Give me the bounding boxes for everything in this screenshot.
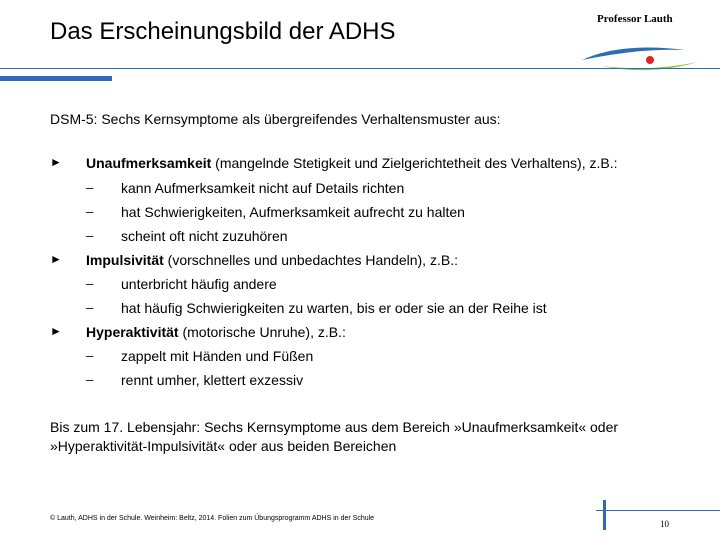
symptom-item <box>86 324 346 340</box>
summary-text: Bis zum 17. Lebensjahr: Sechs Kernsymptome aus dem Bereich »Unaufmerksamkeit« oder »Hyperaktivität-Impulsivität« oder aus beiden Bereichen <box>50 419 619 454</box>
dash-marker: – <box>86 180 94 195</box>
dash-marker: – <box>86 276 94 291</box>
symptom-description: (mangelnde Stetigkeit und Zielgerichtetheit des Verhaltens), z.B.: <box>211 155 618 171</box>
bullet-marker: ► <box>50 252 62 266</box>
footer-accent-tick <box>603 500 606 530</box>
slide-title: Das Erscheinungsbild der ADHS <box>50 18 396 45</box>
symptom-example: hat Schwierigkeiten, Aufmerksamkeit aufrecht zu halten <box>121 204 465 220</box>
footer-citation: © Lauth, ADHS in der Schule. Weinheim: Beltz, 2014. Folien zum Übungsprogramm ADHS in der Schule <box>50 515 375 522</box>
bullet-marker: ► <box>50 155 62 169</box>
dash-marker: – <box>86 372 94 387</box>
symptom-item <box>86 155 618 171</box>
symptom-example: unterbricht häufig andere <box>121 276 277 292</box>
dash-marker: – <box>86 204 94 219</box>
symptom-example: hat häufig Schwierigkeiten zu warten, bis er oder sie an der Reihe ist <box>121 300 547 316</box>
symptom-example: zappelt mit Händen und Füßen <box>121 348 314 364</box>
symptom-description: (vorschnelles und unbedachtes Handeln), z.B.: <box>163 252 458 268</box>
header-accent-bar <box>0 76 112 81</box>
symptom-example: rennt umher, klettert exzessiv <box>121 372 304 388</box>
symptom-term: Hyperaktivität <box>86 324 179 340</box>
brand-name: Professor Lauth <box>597 13 673 25</box>
symptom-description: (motorische Unruhe), z.B.: <box>178 324 346 340</box>
logo-red-dot <box>646 56 654 64</box>
dash-marker: – <box>86 300 94 315</box>
symptom-term: Impulsivität <box>86 252 164 268</box>
brand-logo <box>580 40 700 80</box>
header-rule <box>0 68 720 69</box>
dash-marker: – <box>86 228 94 243</box>
intro-text: DSM-5: Sechs Kernsymptome als übergreifendes Verhaltensmuster aus: <box>50 111 501 127</box>
logo-blue-swoosh <box>582 48 685 60</box>
symptom-item <box>86 252 458 268</box>
footer-rule <box>596 510 720 511</box>
dash-marker: – <box>86 348 94 363</box>
symptom-example: kann Aufmerksamkeit nicht auf Details richten <box>121 180 405 196</box>
symptom-term: Unaufmerksamkeit <box>86 155 212 171</box>
bullet-marker: ► <box>50 324 62 338</box>
symptom-example: scheint oft nicht zuzuhören <box>121 228 288 244</box>
page-number: 10 <box>660 519 669 529</box>
